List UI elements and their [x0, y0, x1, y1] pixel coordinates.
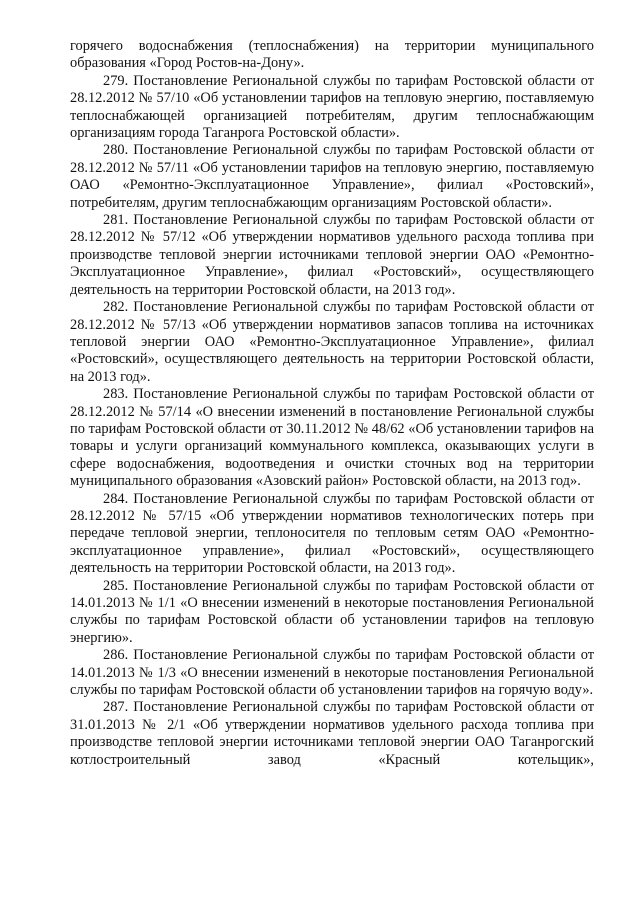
paragraph-item-282: 282. Постановление Региональной службы по тарифам Ростовской области от 28.12.2012 № 57/13 «Об утверждении нормативов запасов топлива на источниках тепловой энергии ОАО «Ремонтно-Эксплуатационное Управление», филиал «Ростовский», осуществляющего деятельность на территории Ростовской области, на 2013 год».	[70, 299, 594, 385]
paragraph-item-286: 286. Постановление Региональной службы по тарифам Ростовской области от 14.01.2013 № 1/3 «О внесении изменений в некоторые постановления Региональной службы по тарифам Ростовской области об установлении тарифов на горячую воду».	[70, 647, 594, 699]
paragraph-item-287: 287. Постановление Региональной службы по тарифам Ростовской области от 31.01.2013 № 2/1 «Об утверждении нормативов удельного расхода топлива при производстве тепловой энергии источниками тепловой энергии ОАО Таганрогский котлостроительный завод «Красный котельщик»,	[70, 699, 594, 768]
paragraph-item-283: 283. Постановление Региональной службы по тарифам Ростовской области от 28.12.2012 № 57/14 «О внесении изменений в постановление Региональной службы по тарифам Ростовской области от 30.11.2012 № 48/62 «Об установлении тарифов на товары и услуги организаций коммунального комплекса, оказывающих услуги в сфере водоснабжения, водоотведения и очистки сточных вод на территории муниципального образования «Азовский район» Ростовской области, на 2013 год».	[70, 386, 594, 490]
paragraph-item-285: 285. Постановление Региональной службы по тарифам Ростовской области от 14.01.2013 № 1/1 «О внесении изменений в некоторые постановления Региональной службы по тарифам Ростовской области об установлении тарифов на тепловую энергию».	[70, 577, 594, 646]
paragraph-item-280: 280. Постановление Региональной службы по тарифам Ростовской области от 28.12.2012 № 57/11 «Об установлении тарифов на тепловую энергию, поставляемую ОАО «Ремонтно-Эксплуатационное Управление», филиал «Ростовский», потребителям, другим теплоснабжающим организациям Ростовской области».	[70, 142, 594, 211]
document-page	[70, 38, 594, 769]
paragraph-item-281: 281. Постановление Региональной службы по тарифам Ростовской области от 28.12.2012 № 57/12 «Об утверждении нормативов удельного расхода топлива при производстве тепловой энергии источниками тепловой энергии ОАО «Ремонтно-Эксплуатационное Управление», филиал «Ростовский», осуществляющего деятельность на территории Ростовской области, на 2013 год».	[70, 212, 594, 298]
paragraph-item-279: 279. Постановление Региональной службы по тарифам Ростовской области от 28.12.2012 № 57/10 «Об установлении тарифов на тепловую энергию, поставляемую теплоснабжающей организацией потребителям, другим теплоснабжающим организациям города Таганрога Ростовской области».	[70, 72, 594, 142]
paragraph-item-284: 284. Постановление Региональной службы по тарифам Ростовской области от 28.12.2012 № 57/15 «Об утверждении нормативов технологических потерь при передаче тепловой энергии, теплоносителя по тепловым сетям ОАО «Ремонтно-эксплуатационное управление», филиал «Ростовский», осуществляющего деятельность на территории Ростовской области, на 2013 год».	[70, 490, 594, 577]
paragraph-continuation: горячего водоснабжения (теплоснабжения) на территории муниципального образования «Город Ростов-на-Дону».	[70, 38, 594, 72]
